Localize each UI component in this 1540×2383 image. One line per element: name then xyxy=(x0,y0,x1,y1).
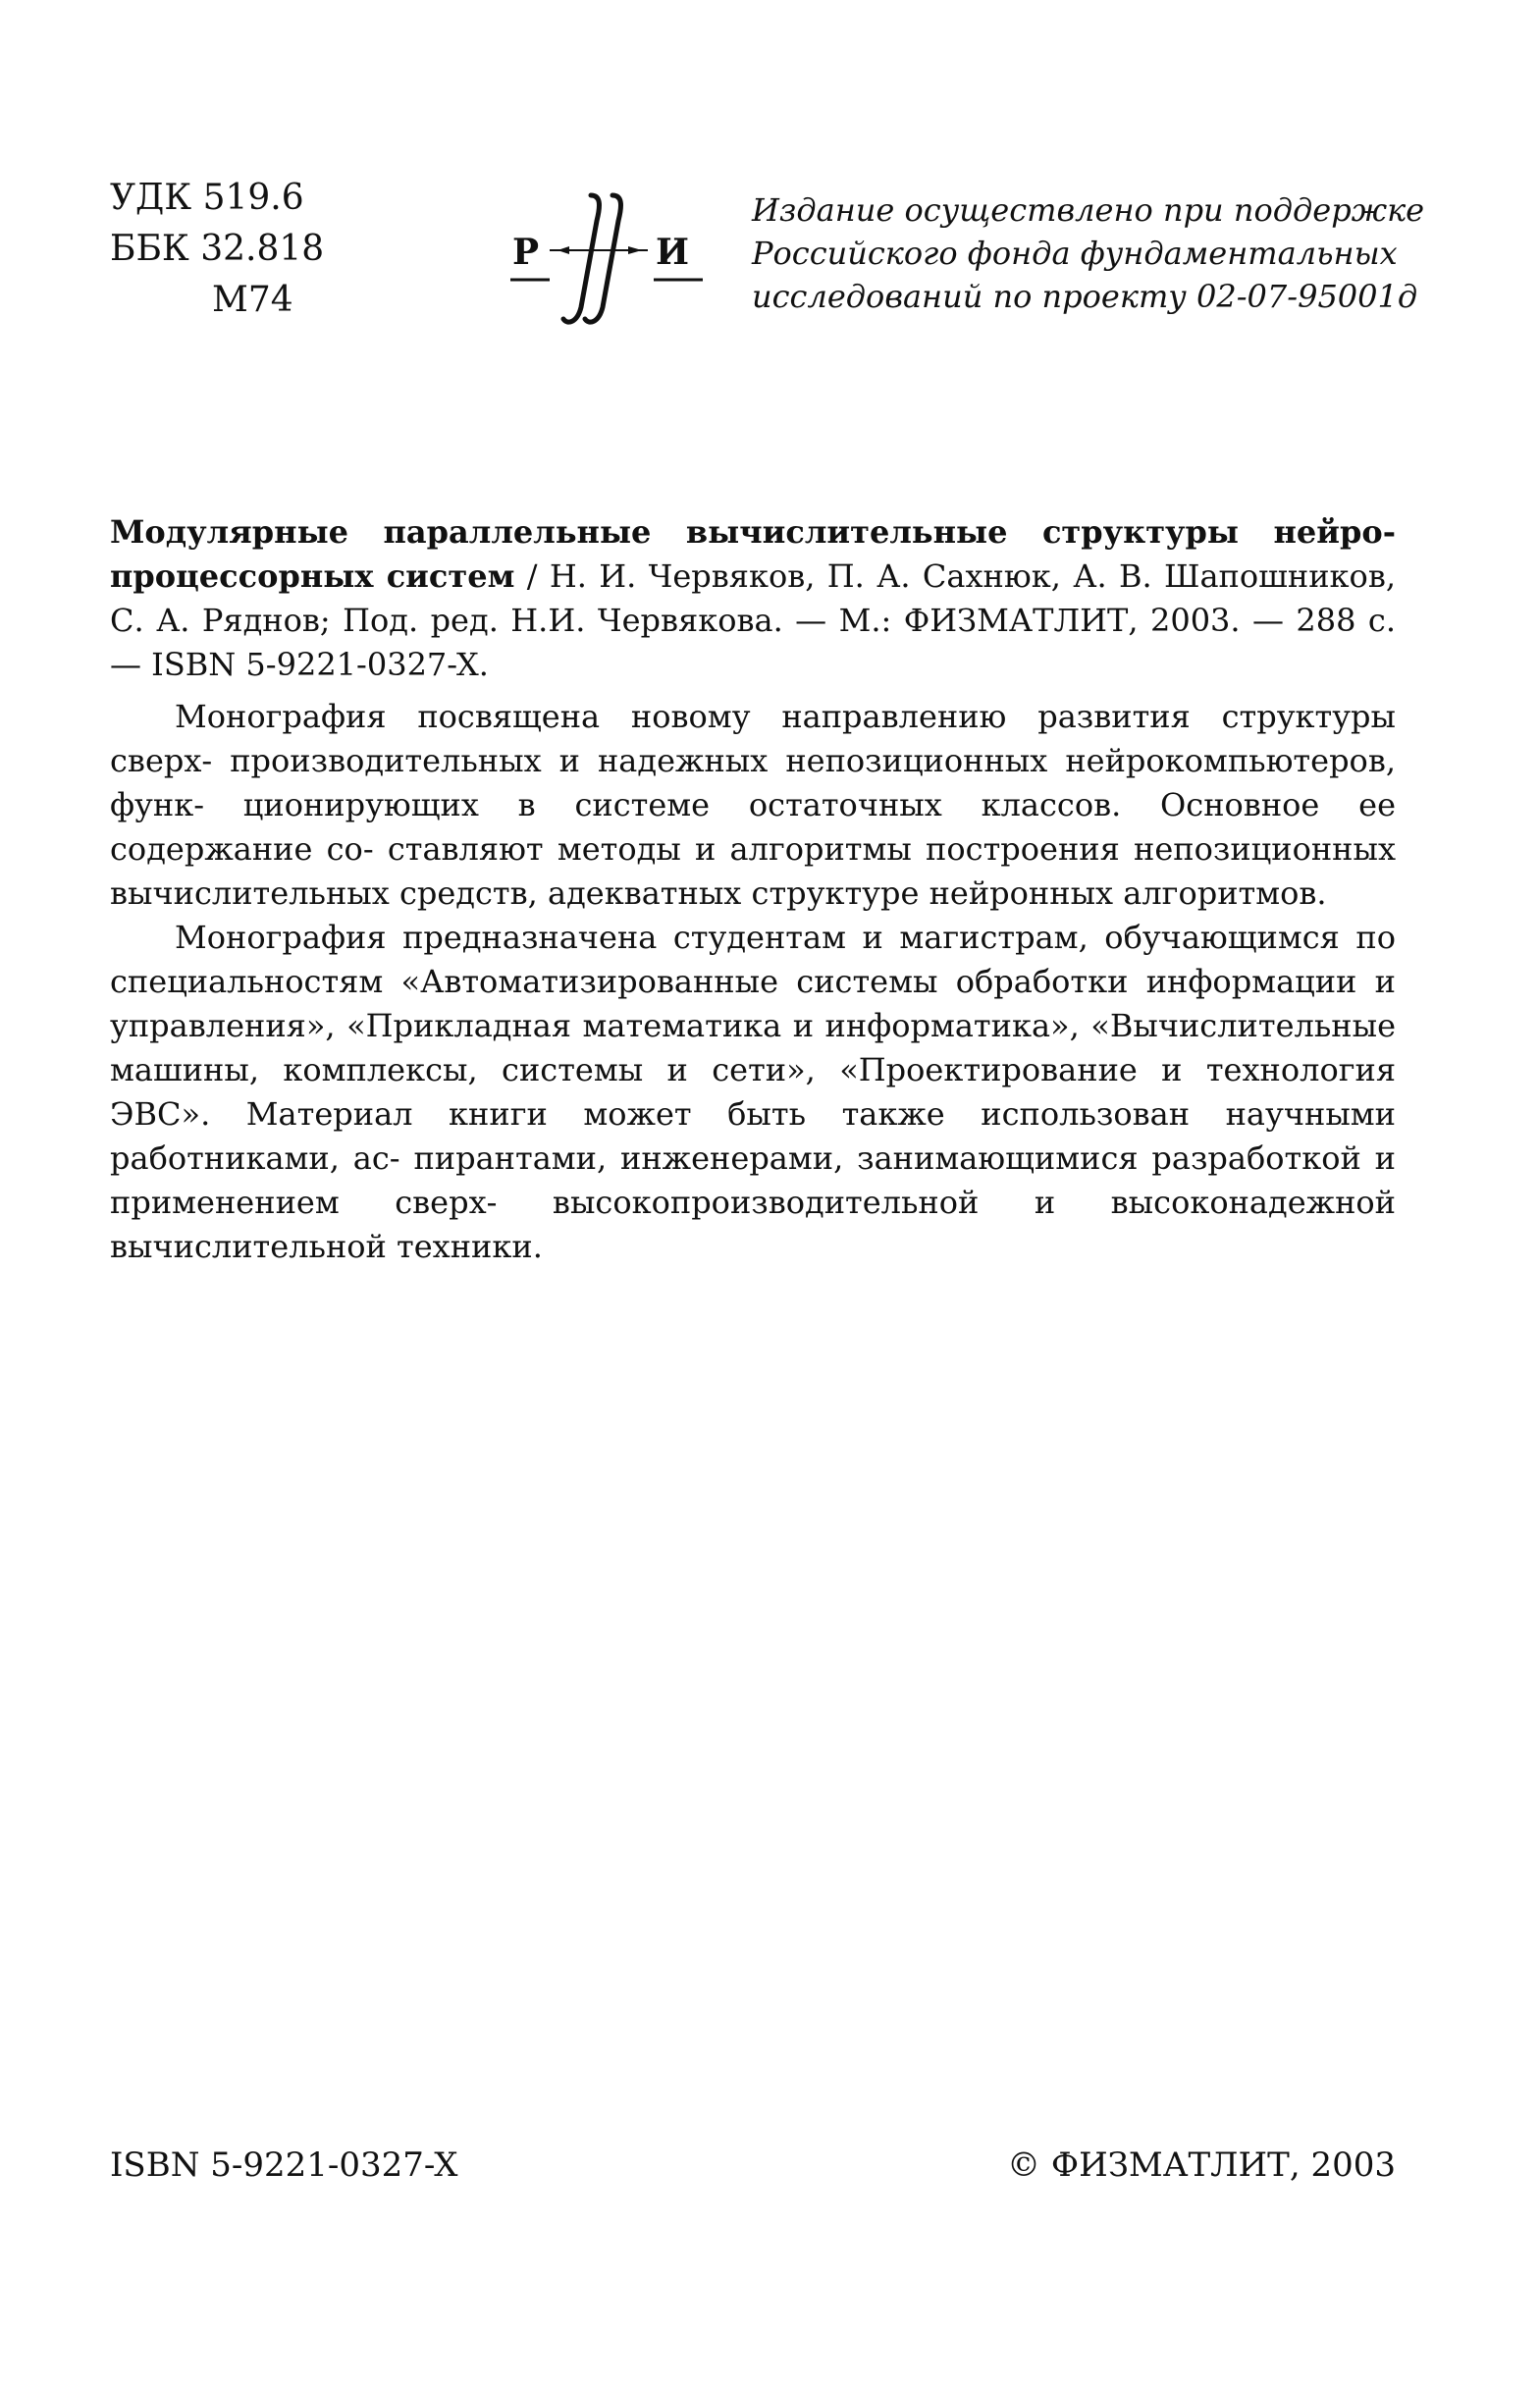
footer-copyright: © ФИЗМАТЛИТ, 2003 xyxy=(1007,2145,1396,2185)
annotation-paragraph-2: Монография предназначена студентам и магистрам, обучающимся по специальностям «Автоматизированные системы обработки информации и управления», «Прикладная математика и информатика», «Вычислительные машины, комплексы, системы и сети», «Проектирование и технология ЭВС». Материал книги может быть также использован научными работниками, ас- пирантами, инженерами, занимающимися разработкой и применением сверх- высокопроизводительной и высоконадежной вычислительной техники. xyxy=(110,919,1396,1265)
annotation-paragraph-1: Монография посвящена новому направлению развития структуры сверх- производительных и надежных непозиционных нейрокомпьютеров, функ- ционирующих в системе остаточных классов. Основное ее содержание со- ставляют методы и алгоритмы построения непозиционных вычислительных средств, адекватных структуре нейронных алгоритмов. xyxy=(110,698,1396,912)
bibliographic-record xyxy=(110,510,1396,687)
rffi-logo xyxy=(510,191,717,329)
support-note xyxy=(752,188,1429,318)
logo-letter-r: Р xyxy=(512,232,540,273)
classification-codes xyxy=(110,173,324,326)
annotation xyxy=(110,695,1396,1269)
footer-isbn: ISBN 5-9221-0327-X xyxy=(110,2145,458,2185)
support-line-2: Российского фонда фундаментальных xyxy=(752,235,1398,272)
bibliographic-details: / Н. И. Червяков, П. А. Сахнюк, А. В. Шапошников, С. А. Ряднов; Под. ред. Н.И. Червякова. — М.: ФИЗМАТЛИТ, 2003. — 288 с. — ISBN 5-9221-0327-X. xyxy=(110,557,1397,683)
udk-code: УДК 519.6 xyxy=(110,178,304,218)
logo-letter-i: И xyxy=(656,232,690,273)
support-line-3: исследований по проекту 02-07-95001д xyxy=(752,278,1418,315)
book-title: Модулярные параллельные вычислительные структуры нейро- процессорных систем xyxy=(110,513,1396,595)
support-line-1: Издание осуществлено при поддержке xyxy=(752,191,1425,229)
bbk-code: ББК 32.818 xyxy=(110,229,325,269)
double-integral-icon xyxy=(563,195,620,322)
author-mark: М74 xyxy=(212,280,293,320)
